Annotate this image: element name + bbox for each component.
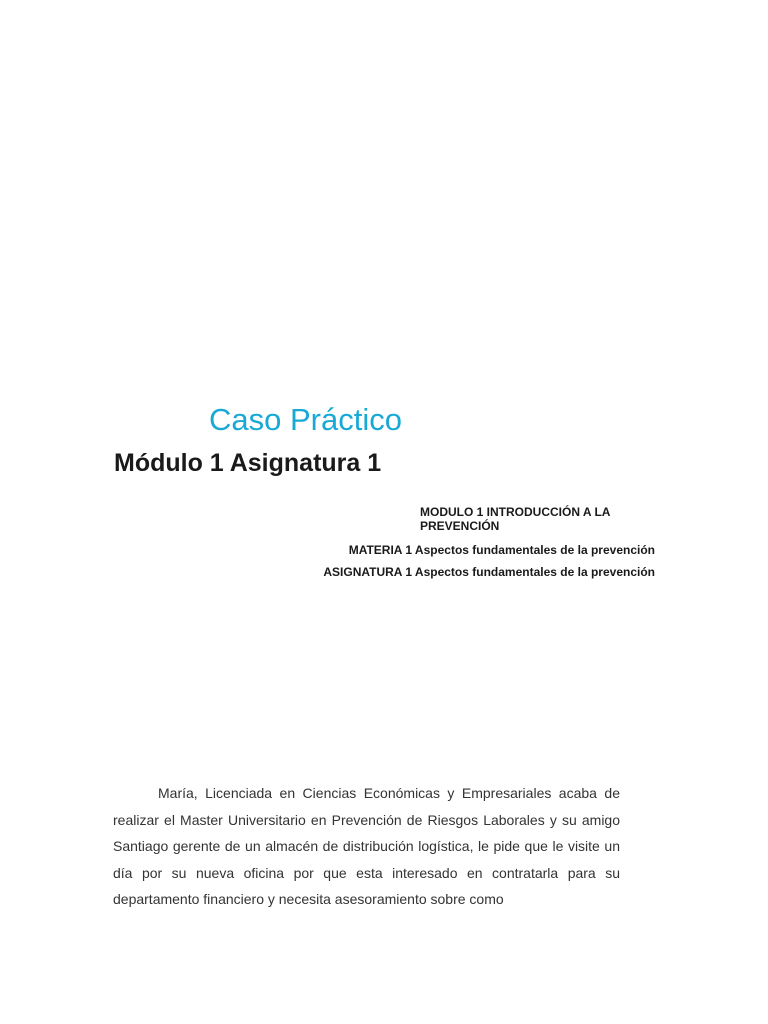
modulo-heading: MODULO 1 INTRODUCCIÓN A LA PREVENCIÓN (420, 505, 610, 533)
asignatura-heading: ASIGNATURA 1 Aspectos fundamentales de la prevención (323, 565, 655, 579)
materia-heading: MATERIA 1 Aspectos fundamentales de la prevención (348, 543, 655, 557)
document-subtitle: Módulo 1 Asignatura 1 (114, 449, 382, 477)
case-paragraph: María, Licenciada en Ciencias Económicas y Empresariales acaba de realizar el Master Universitario en Prevención de Riesgos Laborales y su amigo Santiago gerente de un almacén de distribución logística, le pide que le visite un día por su nueva oficina por que esta interesado en contratarla para su departamento financiero y necesita asesoramiento sobre como (113, 785, 620, 907)
document-title: Caso Práctico (209, 402, 402, 437)
